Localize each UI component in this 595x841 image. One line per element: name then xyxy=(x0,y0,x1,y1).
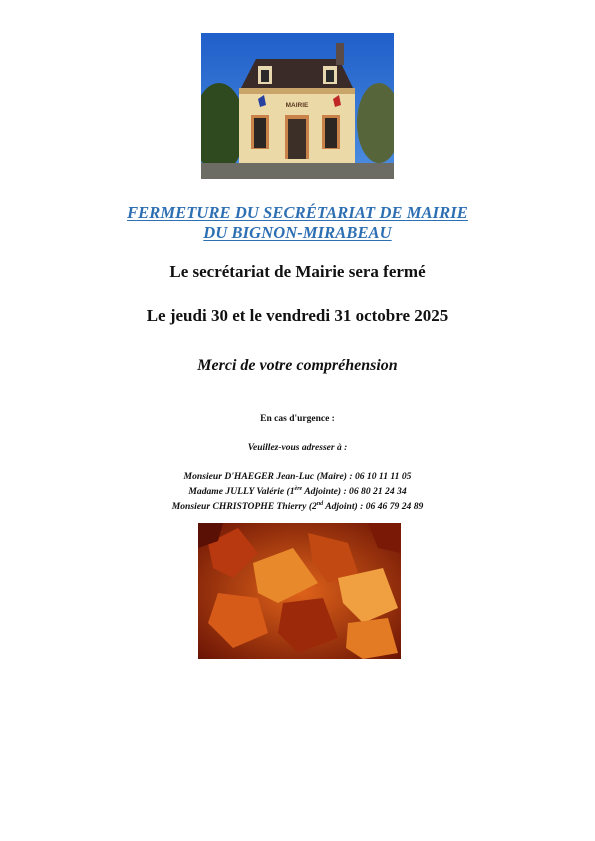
closed-dates: Le jeudi 30 et le vendredi 31 octobre 2025 xyxy=(146,306,449,325)
closed-statement: Le secrétariat de Mairie sera fermé xyxy=(169,262,426,281)
contact-phone: 06 10 11 11 05 xyxy=(354,471,412,482)
autumn-leaves-photo xyxy=(198,523,401,659)
contact-line xyxy=(0,470,595,483)
contact-name: Monsieur D'HAEGER Jean-Luc xyxy=(183,471,315,482)
contact-separator: : xyxy=(360,501,366,513)
town-hall-photo xyxy=(201,33,394,179)
thanks-message: Merci de votre compréhension xyxy=(197,357,398,374)
contact-intro: Veuillez-vous adresser à : xyxy=(247,443,348,453)
contact-list xyxy=(0,470,595,513)
contact-role: (Maire) xyxy=(316,471,347,482)
contact-separator: : xyxy=(349,471,355,482)
notice-title-line1: FERMETURE DU SECRÉTARIAT DE MAIRIE xyxy=(127,203,468,222)
contact-name: Monsieur CHRISTOPHE Thierry xyxy=(171,501,307,513)
contact-line xyxy=(0,483,595,498)
contact-phone: 06 80 21 24 34 xyxy=(349,486,407,498)
contact-role: (1ère Adjointe) xyxy=(286,486,342,498)
contact-name: Madame JULLY Valérie xyxy=(188,486,285,498)
contact-phone: 06 46 79 24 89 xyxy=(365,501,424,513)
notice-title-line2: DU BIGNON-MIRABEAU xyxy=(203,223,392,242)
urgency-label: En cas d'urgence : xyxy=(260,414,335,424)
contact-separator: : xyxy=(343,486,350,498)
mairie-sign: MAIRIE xyxy=(285,102,309,109)
contact-role: (2nd Adjoint) xyxy=(308,501,358,513)
contact-line xyxy=(0,498,595,513)
